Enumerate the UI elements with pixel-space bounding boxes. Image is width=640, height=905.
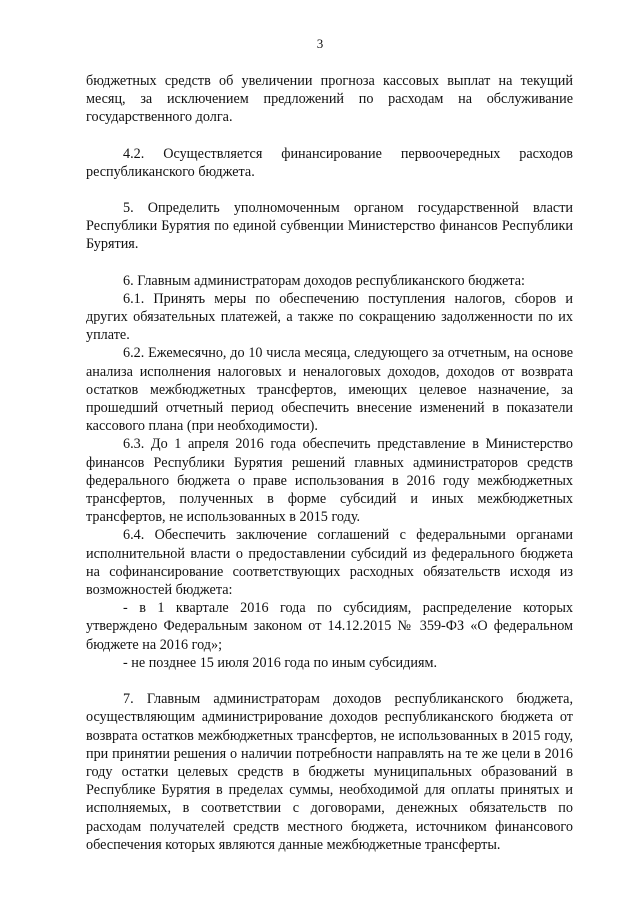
paragraph-7: 7. Главным администраторам доходов республиканского бюджета, осуществляющим администрирование доходов республиканского бюджета от возврата остатков межбюджетных трансфертов, не использованных в 2015 году, при принятии решения о наличии потребности направлять на те же цели в 2016 году остатки целевых средств в бюджеты муниципальных образований в Республике Бурятия в пределах суммы, необходимой для оплаты принятых и исполняемых, в соответствии с договорами, денежных обязательств по расходам получателей средств местного бюджета, источником финансового обеспечения которых являются данные межбюджетные трансферты. <box>86 691 573 853</box>
paragraph-6-4-item-b: - не позднее 15 июля 2016 года по иным субсидиям. <box>123 654 438 671</box>
paragraph-6-3: 6.3. До 1 апреля 2016 года обеспечить представление в Министерство финансов Республики Бурятия решений главных администраторов средств федерального бюджета о праве использования в 2016 году межбюджетных трансфертов, полученных в форме субсидий и иных межбюджетных трансфертов, не использованных в 2015 году. <box>86 436 573 526</box>
paragraph-6-4-item-a: - в 1 квартале 2016 года по субсидиям, распределение которых утверждено Федеральным законом от 14.12.2015 № 359-ФЗ «О федеральном бюджете на 2016 год»; <box>86 600 573 653</box>
paragraph-6-2: 6.2. Ежемесячно, до 10 числа месяца, следующего за отчетным, на основе анализа исполнения налоговых и неналоговых доходов, доходов от возврата остатков межбюджетных трансфертов, имеющих целевое назначение, за прошедший отчетный период обеспечить внесение изменений в показатели кассового плана (при необходимости). <box>86 345 573 435</box>
paragraph-6: 6. Главным администраторам доходов республиканского бюджета: <box>123 272 525 289</box>
paragraph-6-4: 6.4. Обеспечить заключение соглашений с федеральными органами исполнительной власти о предоставлении субсидий из федерального бюджета на софинансирование соответствующих расходных обязательств исходя из возможностей бюджета: <box>86 527 573 599</box>
paragraph-4-2: 4.2. Осуществляется финансирование первоочередных расходов республиканского бюджета. <box>86 145 573 180</box>
paragraph-5: 5. Определить уполномоченным органом государственной власти Республики Бурятия по единой субвенции Министерство финансов Республики Бурятия. <box>86 200 573 253</box>
paragraph-6-1: 6.1. Принять меры по обеспечению поступления налогов, сборов и других обязательных платежей, а также по сокращению задолженности по их уплате. <box>86 290 573 344</box>
paragraph-continuation: бюджетных средств об увеличении прогноза кассовых выплат на текущий месяц, за исключением предложений по расходам на обслуживание государственного долга. <box>86 73 573 126</box>
document-body <box>86 72 573 854</box>
page-number: 3 <box>316 36 324 51</box>
